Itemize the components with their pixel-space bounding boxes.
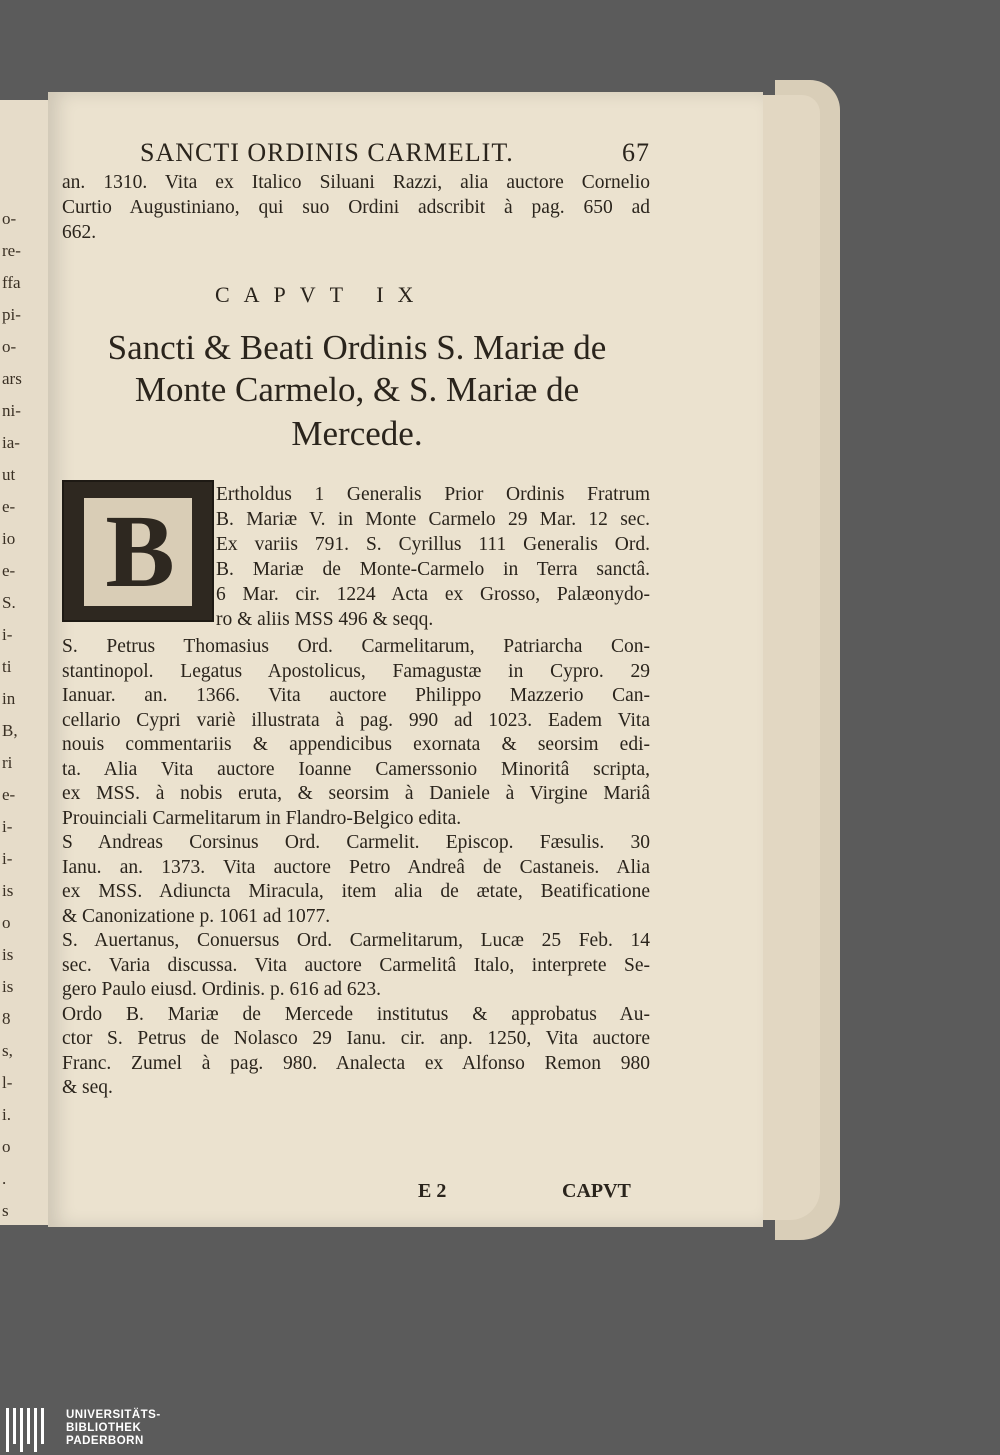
left-page-fragment: e- (2, 561, 16, 580)
left-page-fragment: ti (2, 657, 12, 676)
left-page-fragment: 8 (2, 1009, 11, 1028)
left-page-fragment: ars (2, 369, 22, 388)
left-page-fragment: in (2, 689, 16, 708)
intro-line: Curtio Augustiniano, qui suo Ordini adscribit à pag. 650 ad (62, 197, 650, 218)
library-footer (0, 1405, 1000, 1455)
body-line: ctor S. Petrus de Nolasco 29 Ianu. cir. anp. 1250, Vita auctore (62, 1028, 650, 1049)
initial-line: 6 Mar. cir. 1224 Acta ex Grosso, Palæonydo- (216, 584, 650, 605)
body-line: S. Auertanus, Conuersus Ord. Carmelitarum, Lucæ 25 Feb. 14 (62, 930, 650, 951)
library-name (66, 1409, 161, 1448)
left-page-fragment: i- (2, 817, 13, 836)
body-line: & seq. (62, 1077, 113, 1098)
running-head-title: SANCTI ORDINIS CARMELIT. (140, 138, 514, 167)
body-line: S. Petrus Thomasius Ord. Carmelitarum, Patriarcha Con- (62, 636, 650, 657)
initial-line: Ex variis 791. S. Cyrillus 111 Generalis Ord. (216, 534, 650, 555)
initial-line: Ertholdus 1 Generalis Prior Ordinis Fratrum (216, 484, 650, 505)
left-page-fragment: s (2, 1201, 9, 1220)
left-page-fragment: S. (2, 593, 16, 612)
left-page-fragment: i- (2, 625, 13, 644)
body-line: gero Paulo eiusd. Ordinis. p. 616 ad 623. (62, 979, 382, 1000)
running-head (140, 138, 650, 168)
left-page-fragment: s, (2, 1041, 13, 1060)
body-line: Ordo B. Mariæ de Mercede institutus & approbatus Au- (62, 1003, 650, 1025)
left-page-fragment: o (2, 1137, 11, 1156)
intro-line: an. 1310. Vita ex Italico Siluani Razzi, alia auctore Cornelio (62, 172, 650, 193)
body-line: nouis commentariis & appendicibus exornata & seorsim edi- (62, 734, 650, 755)
left-page-fragment: l- (2, 1073, 13, 1092)
initial-letter: B (105, 494, 175, 609)
body-line: & Canonizatione p. 1061 ad 1077. (62, 905, 331, 927)
left-page-fragment: i. (2, 1105, 11, 1124)
initial-frame (82, 496, 194, 608)
body-line: Ianu. an. 1373. Vita auctore Petro Andreâ de Castaneis. Alia (62, 856, 650, 878)
left-page-fragment: re- (2, 241, 21, 260)
left-page-fragment: o- (2, 337, 17, 356)
initial-line: ro & aliis MSS 496 & seqq. (216, 609, 434, 630)
body-line: S Andreas Corsinus Ord. Carmelit. Episcop. Fæsulis. 30 (62, 832, 650, 853)
page-stack-edge (760, 95, 820, 1220)
left-page-fragment: ffa (2, 273, 21, 292)
library-logo-icon (6, 1408, 50, 1452)
decorated-initial (62, 480, 214, 622)
signature-mark: E 2 (418, 1180, 447, 1202)
left-page-fragment: ri (2, 753, 13, 772)
body-line: Ianuar. an. 1366. Vita auctore Philippo Mazzerio Can- (62, 685, 650, 706)
page-number: 67 (622, 138, 650, 167)
body-line: Prouinciali Carmelitarum in Flandro-Belgico edita. (62, 807, 462, 829)
initial-line: B. Mariæ de Monte-Carmelo in Terra sanctâ. (216, 559, 650, 580)
left-page-fragment: B, (2, 721, 18, 740)
chapter-heading: CAPVT IX (215, 282, 428, 307)
left-page-fragment: io (2, 529, 16, 548)
body-line: Franc. Zumel à pag. 980. Analecta ex Alfonso Remon 980 (62, 1052, 650, 1074)
left-page-fragment: ni- (2, 401, 21, 420)
intro-line: 662. (62, 222, 97, 243)
left-page-fragment: is (2, 881, 14, 900)
left-page-fragment: o (2, 913, 11, 932)
body-line: ex MSS. Adiuncta Miracula, item alia de ætate, Beatificatione (62, 881, 650, 902)
body-line: ta. Alia Vita auctore Ioanne Camerssonio Minoritâ scripta, (62, 758, 650, 780)
left-page-fragment: ut (2, 465, 16, 484)
library-name-line: UNIVERSITÄTS- (66, 1409, 161, 1421)
chapter-title-line: Sancti & Beati Ordinis S. Mariæ de (107, 328, 607, 367)
left-page-fragment: is (2, 977, 14, 996)
chapter-title-line: Monte Carmelo, & S. Mariæ de (134, 370, 580, 409)
library-name-line: BIBLIOTHEK (66, 1422, 142, 1434)
left-page-fragment: ia- (2, 433, 20, 452)
chapter-title-line: Mercede. (291, 414, 423, 453)
initial-line: B. Mariæ V. in Monte Carmelo 29 Mar. 12 sec. (216, 509, 650, 530)
left-page-fragment: e- (2, 785, 16, 804)
body-line: stantinopol. Legatus Apostolicus, Famagustæ in Cypro. 29 (62, 660, 650, 682)
left-page-fragment: is (2, 945, 14, 964)
library-name-line: PADERBORN (66, 1435, 144, 1447)
left-page-fragment: i- (2, 849, 13, 868)
left-page-fragment: o- (2, 209, 17, 228)
catchword: CAPVT (562, 1180, 631, 1202)
left-page-fragment: . (2, 1169, 7, 1188)
left-facing-page (0, 100, 54, 1225)
left-page-fragment: e- (2, 497, 16, 516)
body-line: cellario Cypri variè illustrata à pag. 990 ad 1023. Eadem Vita (62, 709, 650, 731)
body-line: sec. Varia discussa. Vita auctore Carmelitâ Italo, interprete Se- (62, 954, 650, 976)
body-line: ex MSS. à nobis eruta, & seorsim à Daniele à Virgine Mariâ (62, 783, 650, 804)
left-page-fragment: pi- (2, 305, 21, 324)
